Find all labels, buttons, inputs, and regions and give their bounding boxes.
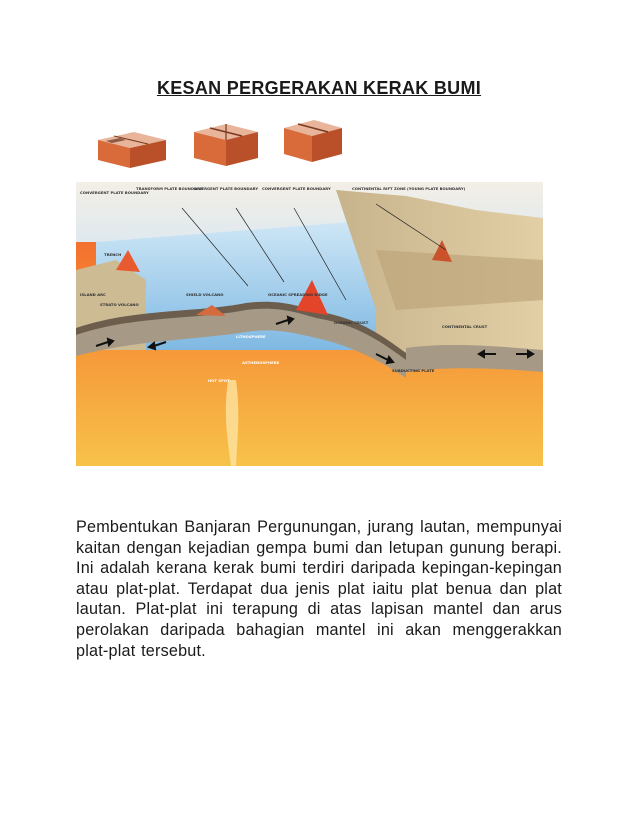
label-asthenosphere: ASTHENOSPHERE	[242, 360, 280, 365]
label-trench: TRENCH	[104, 252, 122, 257]
label-strato-volcano: STRATO VOLCANO	[100, 302, 139, 307]
block-diagram-transform	[98, 132, 166, 168]
body-paragraph: Pembentukan Banjaran Pergunungan, jurang lautan, mempunyai kaitan dengan kejadian gempa bumi dan letupan gunung berapi. Ini adalah kerana kerak bumi terdiri daripada kepingan-kepingan atau plat-plat. Terdapat dua jenis plat iaitu plat benua dan plat lautan. Plat-plat ini terapung di atas lapisan mantel dan arus perolakan daripada bahagian mantel ini akan menggerakkan plat-plat tersebut.	[76, 518, 562, 660]
label-continental-crust: CONTINENTAL CRUST	[442, 324, 488, 329]
page-title: KESAN PERGERAKAN KERAK BUMI	[156, 78, 482, 98]
block-diagram-convergent	[284, 120, 342, 162]
label-rift-zone: CONTINENTAL RIFT ZONE (YOUNG PLATE BOUNDARY)	[352, 186, 466, 191]
label-lithosphere: LITHOSPHERE	[236, 334, 266, 339]
label-convergent-left: CONVERGENT PLATE BOUNDARY	[80, 190, 149, 195]
label-divergent: DIVERGENT PLATE BOUNDARY	[194, 186, 259, 191]
label-oceanic-ridge: OCEANIC SPREADING RIDGE	[268, 292, 328, 297]
label-convergent-right: CONVERGENT PLATE BOUNDARY	[262, 186, 331, 191]
label-hot-spot: HOT SPOT	[208, 378, 230, 383]
label-subducting-plate: SUBDUCTING PLATE	[392, 368, 435, 373]
label-oceanic-crust: OCEANIC CRUST	[334, 320, 369, 325]
label-transform: TRANSFORM PLATE BOUNDARY	[136, 186, 203, 191]
label-island-arc: ISLAND ARC	[80, 292, 106, 297]
plate-tectonics-diagram	[76, 110, 543, 466]
block-diagram-divergent	[194, 124, 258, 166]
label-shield-volcano: SHIELD VOLCANO	[186, 292, 224, 297]
